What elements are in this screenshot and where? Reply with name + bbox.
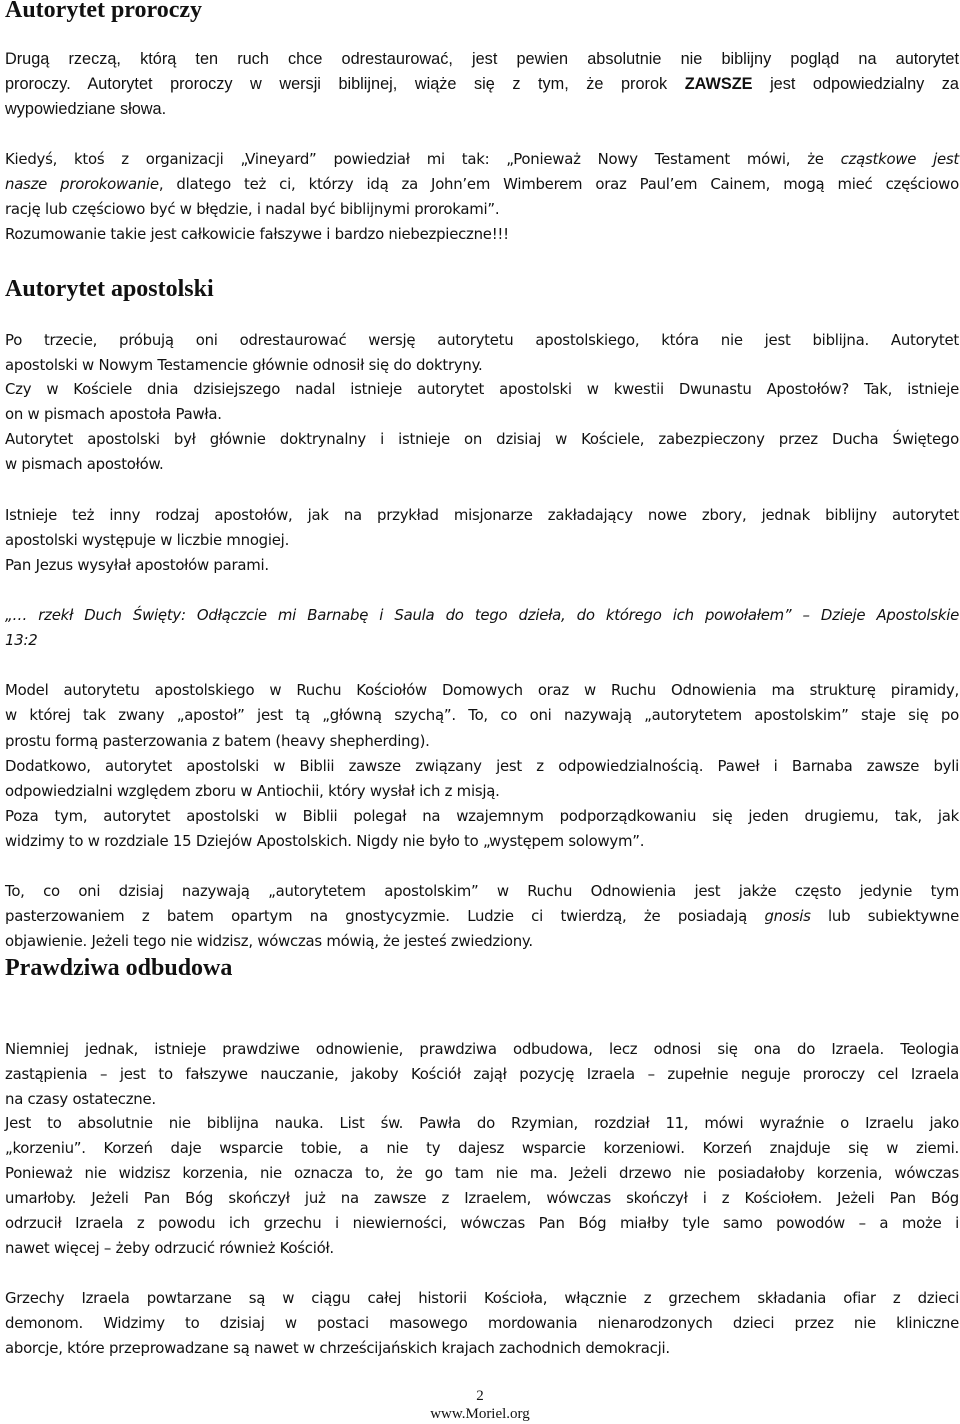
paragraph-line: w pismach apostołów. — [5, 455, 164, 473]
paragraph-line: Grzechy Izraela powtarzane są w ciągu całej historii Kościoła, włącznie z grzechem składania ofiar z dzieci — [5, 1289, 959, 1307]
paragraph-line: pasterzowaniem z batem opartym na gnostycyzmie. Ludzie ci twierdzą, że posiadają gnosis lub subiektywne — [5, 907, 959, 925]
paragraph-line: Ponieważ nie widzisz korzenia, nie oznacza to, że go tam nie ma. Jeżeli drzewo nie posiadałoby korzenia, wówczas — [5, 1164, 959, 1182]
paragraph-line: Kiedyś, ktoś z organizacji „Vineyard” powiedział mi tak: „Ponieważ Nowy Testament mówi, że cząstkowe jest — [5, 150, 959, 168]
paragraph-line: „korzeniu”. Korzeń daje wsparcie tobie, a nie ty dajesz wsparcie korzeniowi. Korzeń znajduje się w ziemi. — [5, 1139, 959, 1157]
paragraph-line: Drugą rzeczą, którą ten ruch chce odrestaurować, jest pewien absolutnie nie biblijny pogląd na autorytet — [5, 50, 959, 68]
paragraph-line: demonom. Widzimy to dzisiaj w postaci masowego mordowania nienarodzonych dzieci przez nie kliniczne — [5, 1314, 959, 1332]
paragraph-line: wypowiedziane słowa. — [5, 100, 167, 118]
paragraph-line: odrzucił Izraela z powodu ich grzechu i niewierności, wówczas Pan Bóg miałby tyle samo powodów – a może i — [5, 1214, 959, 1232]
footer-website: www.Moriel.org — [430, 1406, 530, 1422]
paragraph-line: Model autorytetu apostolskiego w Ruchu Kościołów Domowych oraz w Ruchu Odnowienia ma strukturę piramidy, — [5, 681, 959, 699]
paragraph-line: Jest to absolutnie nie biblijna nauka. List św. Pawła do Rzymian, rozdział 11, mówi wyraźnie o Izraelu jako — [5, 1114, 959, 1132]
scripture-reference: 13:2 — [5, 631, 38, 649]
paragraph-line: na czasy ostateczne. — [5, 1090, 156, 1108]
paragraph-line: prostu formą pasterzowania z batem (heavy shepherding). — [5, 732, 430, 750]
paragraph-line: nasze prorokowanie, dlatego też ci, którzy idą za John’em Wimberem oraz Paul’em Cainem, mogą mieć częściowo — [5, 175, 959, 193]
scripture-quote: „… rzekł Duch Święty: Odłączcie mi Barnabę i Saula do tego dzieła, do którego ich powołałem” – Dzieje Apostolskie — [5, 606, 959, 624]
paragraph-line: To, co oni dzisiaj nazywają „autorytetem apostolskim” w Ruchu Odnowienia jest jakże często jedynie tym — [5, 882, 959, 900]
paragraph-line: odpowiedzialni względem zboru w Antiochii, który wysłał ich z misją. — [5, 782, 500, 800]
paragraph-line: w której tak zwany „apostoł” jest tą „główną szychą”. To, co oni nazywają „autorytetem apostolskim” staje się po — [5, 706, 959, 724]
paragraph-line: Dodatkowo, autorytet apostolski w Biblii zawsze związany jest z odpowiedzialnością. Paweł i Barnaba zawsze byli — [5, 757, 959, 775]
section-heading-autorytet-apostolski: Autorytet apostolski — [5, 276, 214, 302]
italic-text: nasze prorokowanie — [5, 175, 159, 193]
paragraph-line: Istnieje też inny rodzaj apostołów, jak na przykład misjonarze zakładający nowe zbory, jednak biblijny autorytet — [5, 506, 959, 524]
paragraph-line: Po trzecie, próbują oni odrestaurować wersję autorytetu apostolskiego, która nie jest biblijna. Autorytet — [5, 331, 959, 349]
emphasis-text: ZAWSZE — [684, 75, 753, 93]
paragraph-line: on w pismach apostoła Pawła. — [5, 405, 222, 423]
page-number: 2 — [476, 1388, 484, 1404]
paragraph-line: objawienie. Jeżeli tego nie widzisz, wówczas mówią, że jesteś zwiedziony. — [5, 932, 533, 950]
paragraph-line: proroczy. Autorytet proroczy w wersji biblijnej, wiąże się z tym, że prorok ZAWSZE jest odpowiedzialny za — [5, 75, 959, 93]
paragraph-line: umarłoby. Jeżeli Pan Bóg skończył już na zawsze z Izraelem, wówczas skończył i z Kościołem. Jeżeli Pan Bóg — [5, 1189, 959, 1207]
paragraph-line: Pan Jezus wysyłał apostołów parami. — [5, 556, 269, 574]
paragraph-line: zastąpienia – jest to fałszywe nauczanie, jakoby Kościół zajął pozycję Izraela – zupełnie neguje proroczy cel Izraela — [5, 1065, 959, 1083]
italic-text: cząstkowe jest — [840, 150, 959, 168]
paragraph-line: aborcje, które przeprowadzane są nawet w chrześcijańskich krajach zachodnich demokracji. — [5, 1339, 670, 1357]
italic-text: gnosis — [764, 907, 811, 925]
section-heading-prawdziwa-odbudowa: Prawdziwa odbudowa — [5, 955, 233, 981]
paragraph-line: nawet więcej – żeby odrzucić również Kościół. — [5, 1239, 334, 1257]
paragraph-line: Czy w Kościele dnia dzisiejszego nadal istnieje autorytet apostolski w kwestii Dwunastu Apostołów? Tak, istnieje — [5, 380, 959, 398]
paragraph-line: Autorytet apostolski był głównie doktrynalny i istnieje on dzisiaj w Kościele, zabezpieczony przez Ducha Świętego — [5, 430, 959, 448]
paragraph-line: apostolski występuje w liczbie mnogiej. — [5, 531, 290, 549]
paragraph-line: apostolski w Nowym Testamencie głównie odnosił się do doktryny. — [5, 356, 483, 374]
paragraph-line: rację lub częściowo być w błędzie, i nadal być biblijnymi prorokami”. — [5, 200, 500, 218]
paragraph-line: Rozumowanie takie jest całkowicie fałszywe i bardzo niebezpieczne!!! — [5, 225, 509, 243]
section-heading-autorytet-proroczy: Autorytet proroczy — [5, 0, 203, 23]
paragraph-line: Poza tym, autorytet apostolski w Biblii polegał na wzajemnym podporządkowaniu się jeden drugiemu, tak, jak — [5, 807, 959, 825]
paragraph-line: Niemniej jednak, istnieje prawdziwe odnowienie, prawdziwa odbudowa, lecz odnosi się ona do Izraela. Teologia — [5, 1040, 959, 1058]
paragraph-line: widzimy to w rozdziale 15 Dziejów Apostolskich. Nigdy nie było to „występem solowym”. — [5, 832, 645, 850]
